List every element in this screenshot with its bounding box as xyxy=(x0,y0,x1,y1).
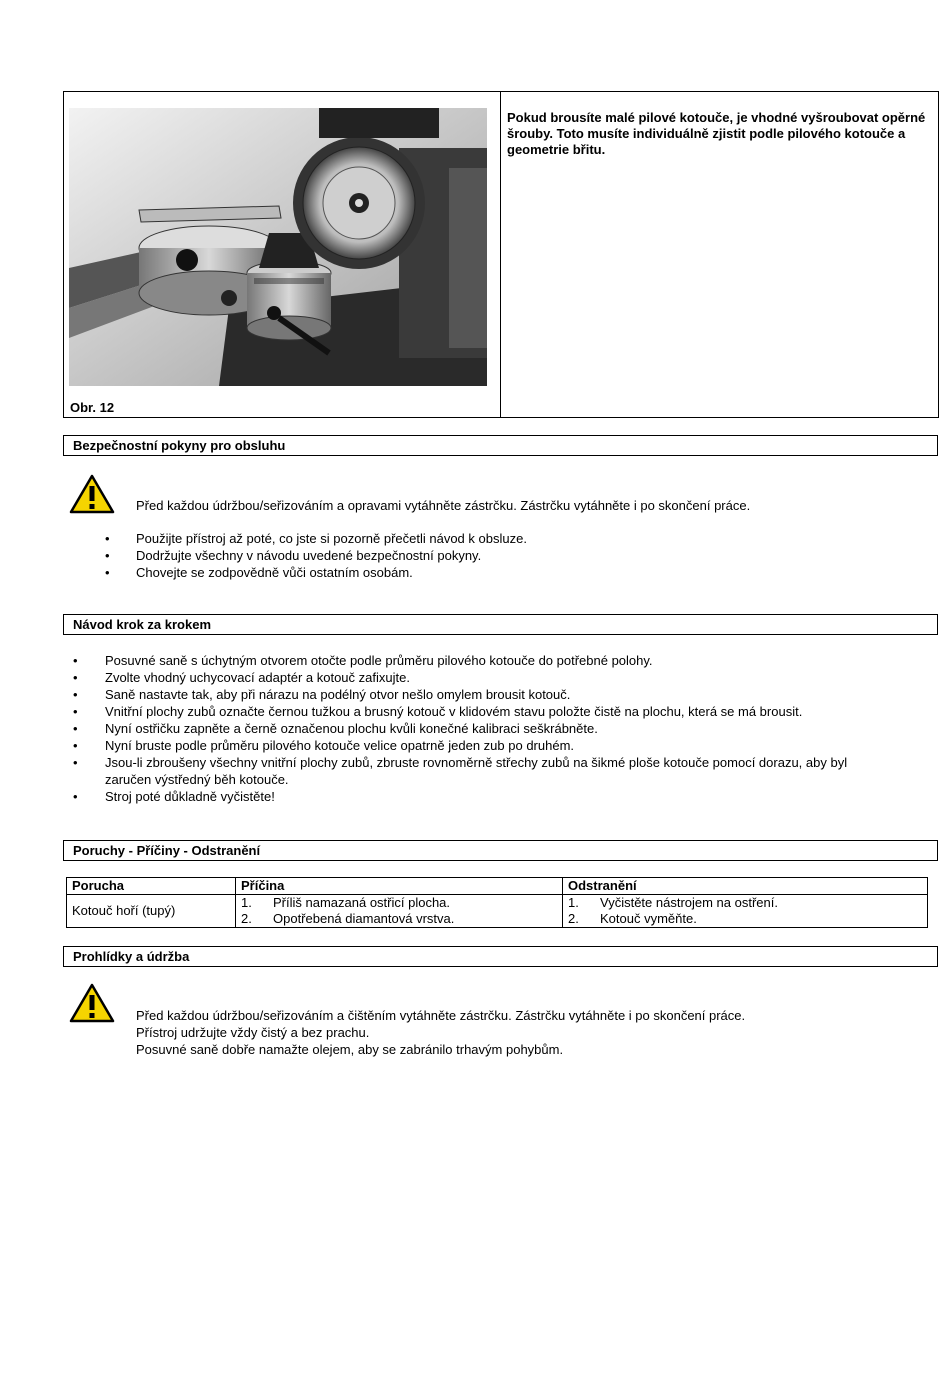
section-steps-title: Návod krok za krokem xyxy=(63,614,938,635)
figure-table xyxy=(63,91,939,418)
maintenance-text: Před každou údržbou/seřizováním a čištěním vytáhněte zástrčku. Zástrčku vytáhněte i po skončení práce. Přístroj udržujte vždy čistý a bez prachu. Posuvné saně dobře namažte olejem, aby se zabránilo trhavým pohybům. xyxy=(136,1008,746,1057)
bullet: • xyxy=(73,755,78,770)
bullet: • xyxy=(105,548,110,563)
cause-cell: 1. Příliš namazaná ostřicí plocha. 2. Opotřebená diamantová vrstva. xyxy=(236,895,563,928)
warning-icon xyxy=(69,474,115,514)
bullet: • xyxy=(73,721,78,736)
fault-cell: Kotouč hoří (tupý) xyxy=(67,895,236,928)
list-item: • Saně nastavte tak, aby při nárazu na podélný otvor nešlo omylem brousit kotouč. xyxy=(73,687,571,702)
steps-list xyxy=(73,652,935,805)
remedy-cell: 1. Vyčistěte nástrojem na ostření. 2. Kotouč vyměňte. xyxy=(563,895,928,928)
list-item-continued: zaručen výstředný běh kotouče. xyxy=(105,772,289,787)
bullet: • xyxy=(73,704,78,719)
list-item: • Jsou-li zbroušeny všechny vnitřní plochy zubů, zbruste rovnoměrně střechy zubů na šikmé ploše kotouče pomocí dorazu, aby byl xyxy=(73,755,848,770)
list-item: • Posuvné saně s úchytným otvorem otočte podle průměru pilového kotouče do potřebné polohy. xyxy=(73,653,653,668)
bullet: • xyxy=(73,670,78,685)
header-cause: Příčina xyxy=(236,878,563,895)
list-item: • Vnitřní plochy zubů označte černou tužkou a brusný kotouč v klidovém stavu položte čistě na plochu, která se má brousit. xyxy=(73,704,803,719)
list-item: • Stroj poté důkladně vyčistěte! xyxy=(73,789,275,804)
section-maintenance-title: Prohlídky a údržba xyxy=(63,946,938,967)
list-item: • Dodržujte všechny v návodu uvedené bezpečnostní pokyny. xyxy=(105,548,482,563)
section-safety-title: Bezpečnostní pokyny pro obsluhu xyxy=(63,435,938,456)
bullet: • xyxy=(73,789,78,804)
bullet: • xyxy=(105,565,110,580)
list-item: • Zvolte vhodný uchycovací adaptér a kotouč zafixujte. xyxy=(73,670,410,685)
figure-divider xyxy=(500,92,501,417)
fault-table xyxy=(66,877,928,928)
list-item: • Nyní bruste podle průměru pilového kotouče velice opatrně jeden zub po druhém. xyxy=(73,738,575,753)
table-header-row xyxy=(67,878,928,895)
section-faults-title: Poruchy - Příčiny - Odstranění xyxy=(63,840,938,861)
figure-note: Pokud brousíte malé pilové kotouče, je vhodné vyšroubovat opěrné šrouby. Toto musíte individuálně zjistit podle pilového kotouče a geometrie břitu. xyxy=(507,110,926,157)
sharpener-photo xyxy=(69,108,487,386)
table-row xyxy=(67,895,928,928)
list-item: • Nyní ostřičku zapněte a černě označenou plochu kvůli konečné kalibraci seškrábněte. xyxy=(73,721,598,736)
bullet: • xyxy=(73,653,78,668)
figure-caption: Obr. 12 xyxy=(70,400,115,415)
bullet: • xyxy=(73,738,78,753)
header-remedy: Odstranění xyxy=(563,878,928,895)
header-fault: Porucha xyxy=(67,878,236,895)
safety-list xyxy=(105,530,896,581)
list-item: • Chovejte se zodpovědně vůči ostatním osobám. xyxy=(105,565,413,580)
bullet: • xyxy=(73,687,78,702)
warning-icon xyxy=(69,983,115,1023)
list-item: • Použijte přístroj až poté, co jste si pozorně přečetli návod k obsluze. xyxy=(105,531,527,546)
safety-warning-text: Před každou údržbou/seřizováním a opravami vytáhněte zástrčku. Zástrčku vytáhněte i po skončení práce. xyxy=(136,498,751,513)
bullet: • xyxy=(105,531,110,546)
